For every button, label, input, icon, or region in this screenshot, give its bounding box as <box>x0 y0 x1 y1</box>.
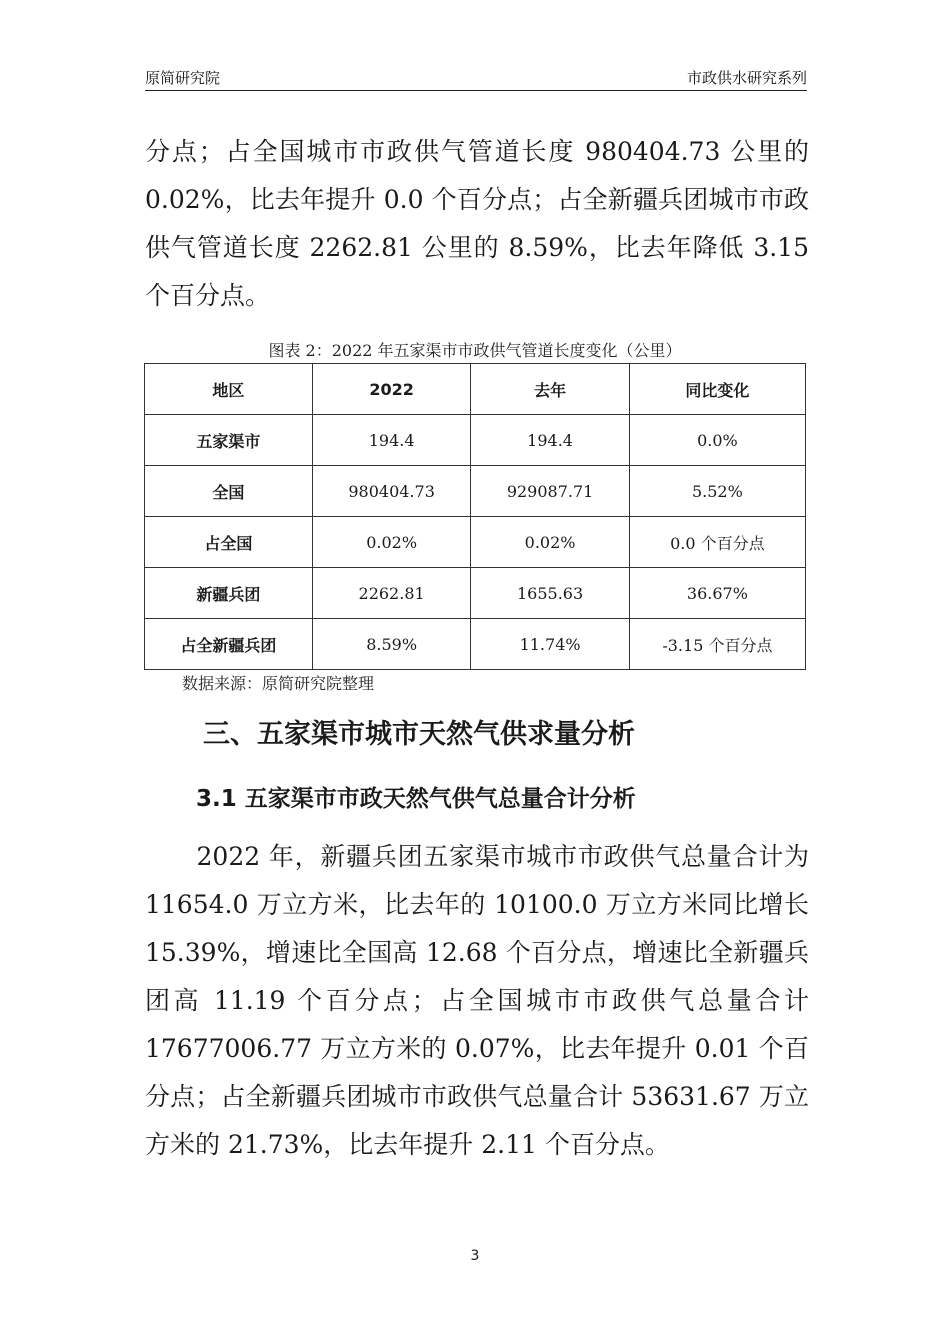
pipeline-length-table <box>144 363 806 670</box>
page-number: 3 <box>470 1248 480 1264</box>
table-cell: 36.67% <box>629 568 805 619</box>
header-divider <box>145 90 807 91</box>
table-cell: -3.15 个百分点 <box>629 619 805 670</box>
table-cell: 194.4 <box>312 415 470 466</box>
header-org-name: 原简研究院 <box>145 69 221 87</box>
table-cell: 新疆兵团 <box>145 568 313 619</box>
table-cell: 占全国 <box>145 517 313 568</box>
table-cell: 2262.81 <box>312 568 470 619</box>
table-cell: 980404.73 <box>312 466 470 517</box>
table-cell: 8.59% <box>312 619 470 670</box>
table-row <box>145 466 806 517</box>
subsection-title: 3.1 五家渠市市政天然气供气总量合计分析 <box>196 786 636 812</box>
table-cell: 全国 <box>145 466 313 517</box>
table-cell: 五家渠市 <box>145 415 313 466</box>
paragraph-pipeline-share: 分点；占全国城市市政供气管道长度 980404.73 公里的 0.02%，比去年提升 0.0 个百分点；占全新疆兵团城市市政供气管道长度 2262.81 公里的 8.59%，比去年降低 3.15 个百分点。 <box>145 137 809 310</box>
paragraph-gas-supply: 2022 年，新疆兵团五家渠市城市市政供气总量合计为 11654.0 万立方米，比去年的 10100.0 万立方米同比增长 15.39%，增速比全国高 12.68 个百分点，增速比全新疆兵团高 11.19 个百分点；占全国城市市政供气总量合计 17677006.77 万立方米的 0.07%，比去年提升 0.01 个百分点；占全新疆兵团城市市政供气总量合计 53631.67 万立方米的 21.73%，比去年提升 2.11 个百分点。 <box>145 842 809 1159</box>
table-row <box>145 415 806 466</box>
table-cell: 194.4 <box>471 415 629 466</box>
table-row <box>145 619 806 670</box>
table-cell: 0.02% <box>471 517 629 568</box>
section-title: 三、五家渠市城市天然气供求量分析 <box>203 719 635 750</box>
table-caption: 图表 2：2022 年五家渠市市政供气管道长度变化（公里） <box>268 341 682 360</box>
table-row <box>145 517 806 568</box>
table-cell: 929087.71 <box>471 466 629 517</box>
table-cell: 占全新疆兵团 <box>145 619 313 670</box>
table-cell: 0.0 个百分点 <box>629 517 805 568</box>
table-row <box>145 568 806 619</box>
header-cell-2022: 2022 <box>312 364 470 415</box>
data-source-note: 数据来源：原简研究院整理 <box>182 674 375 693</box>
table-cell: 1655.63 <box>471 568 629 619</box>
header-cell-change: 同比变化 <box>629 364 805 415</box>
header-series-name: 市政供水研究系列 <box>686 69 807 87</box>
header-cell-last-year: 去年 <box>471 364 629 415</box>
header-cell-region: 地区 <box>145 364 313 415</box>
table-cell: 0.0% <box>629 415 805 466</box>
table-cell: 5.52% <box>629 466 805 517</box>
table-cell: 0.02% <box>312 517 470 568</box>
table-header-row <box>145 364 806 415</box>
table-cell: 11.74% <box>471 619 629 670</box>
